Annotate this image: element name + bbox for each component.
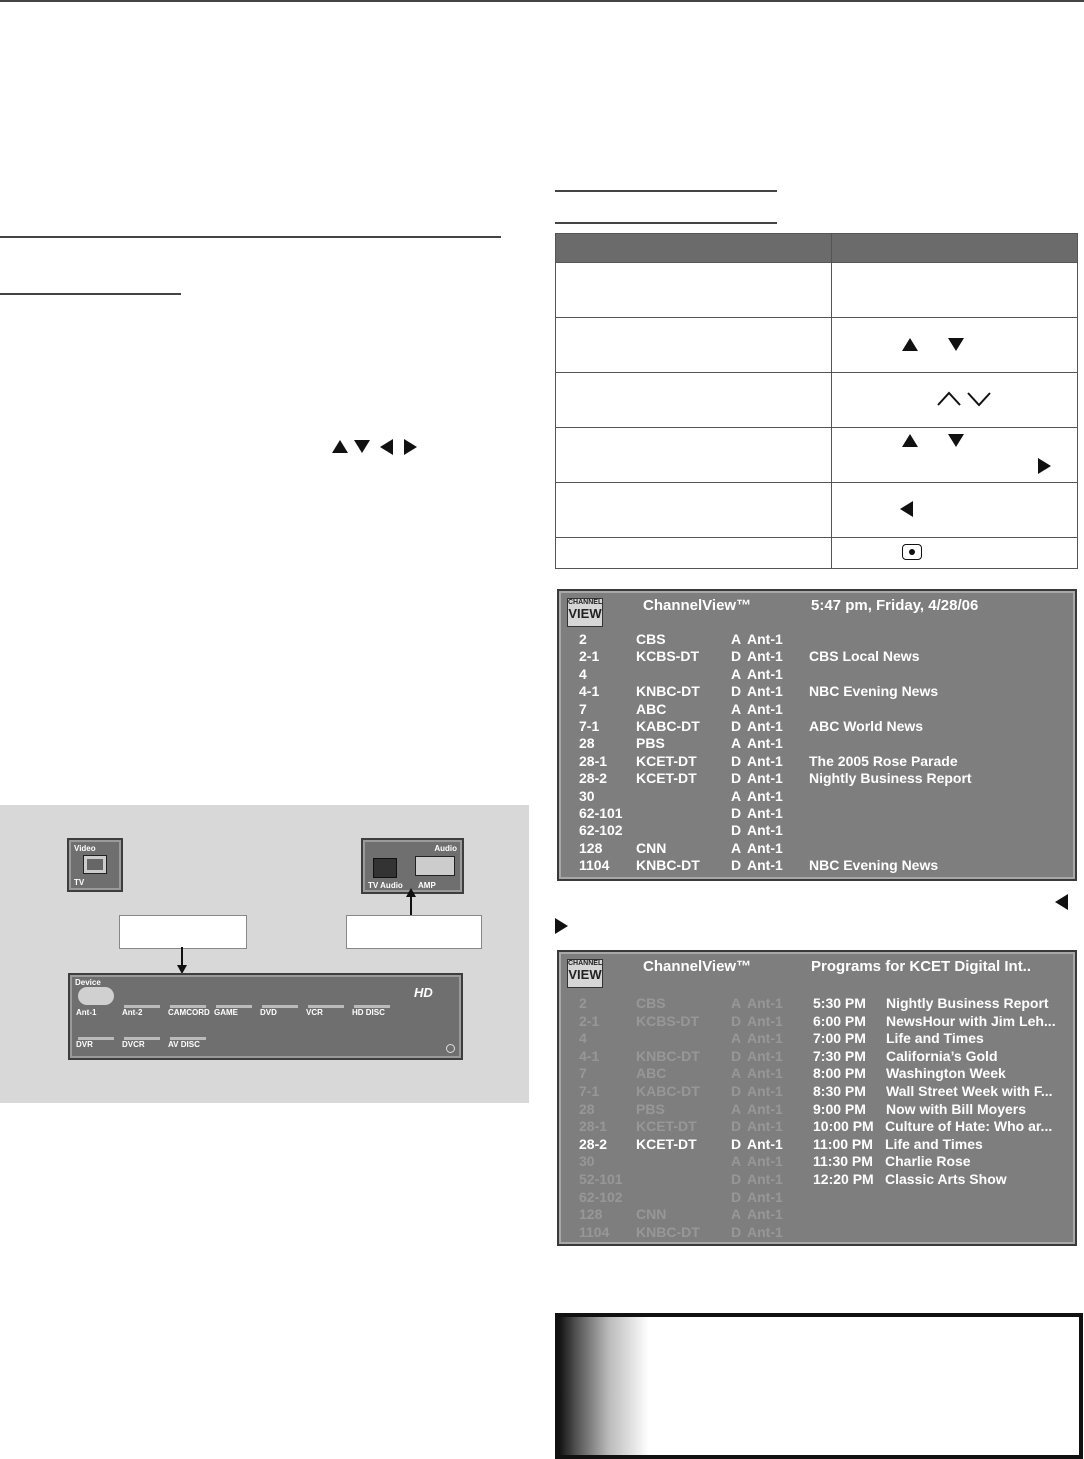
section-heading-rule bbox=[0, 236, 501, 238]
channel-type: A bbox=[731, 787, 742, 804]
channel-ant: Ant-1 bbox=[747, 1153, 783, 1170]
program-title: Washington Week bbox=[886, 1065, 1006, 1082]
channel-type: A bbox=[731, 1065, 742, 1082]
channel-type: A bbox=[731, 839, 742, 856]
channel-ant: Ant-1 bbox=[747, 1100, 783, 1117]
channel-ant: Ant-1 bbox=[747, 1083, 783, 1099]
note-box bbox=[555, 1313, 1083, 1459]
table-header-row bbox=[556, 234, 1078, 263]
table-cell bbox=[556, 318, 832, 373]
device-label: VCR bbox=[306, 1008, 323, 1017]
channel-ant: Ant-1 bbox=[747, 718, 783, 734]
program-title: Nightly Business Report bbox=[886, 995, 1049, 1011]
channel-ch: 1104 bbox=[579, 1223, 610, 1240]
table-header-cell bbox=[832, 234, 1078, 263]
channel-name: CBS bbox=[636, 995, 666, 1011]
channel-name: KCET-DT bbox=[636, 752, 697, 769]
program-time: 8:30 PM bbox=[813, 1083, 866, 1099]
device-icon bbox=[170, 1019, 206, 1040]
channel-type: A bbox=[731, 1153, 742, 1170]
device-icon bbox=[354, 987, 390, 1008]
program-time: 11:00 PM bbox=[813, 1135, 873, 1152]
device-window-header: Device bbox=[75, 978, 101, 987]
channel-type: A bbox=[731, 665, 742, 682]
channelview-logo: CHANNEL VIEW bbox=[567, 959, 603, 988]
channel-ant: Ant-1 bbox=[747, 770, 783, 787]
channel-prog: Nightly Business Report bbox=[809, 770, 972, 787]
table-row bbox=[556, 318, 1078, 373]
channel-ch: 2-1 bbox=[579, 648, 600, 665]
channel-type: D bbox=[731, 648, 742, 665]
amp-label: AMP bbox=[418, 881, 436, 890]
channel-type: A bbox=[731, 995, 742, 1011]
channel-type: D bbox=[731, 1188, 742, 1205]
channel-type: D bbox=[731, 752, 742, 769]
channel-type: D bbox=[731, 1012, 742, 1029]
channel-ch: 62-101 bbox=[579, 805, 623, 821]
device-icon bbox=[170, 987, 206, 1008]
down-arrow-icon bbox=[948, 338, 964, 351]
table-row bbox=[556, 483, 1078, 538]
program-time: 6:00 PM bbox=[813, 1012, 866, 1029]
channel-type: A bbox=[731, 1030, 742, 1047]
device-icon bbox=[216, 987, 252, 1008]
enter-button-icon bbox=[902, 544, 922, 560]
channel-type: A bbox=[731, 631, 742, 647]
channel-ant: Ant-1 bbox=[747, 1223, 783, 1240]
program-time: 10:00 PM bbox=[813, 1118, 874, 1135]
channel-ant: Ant-1 bbox=[747, 995, 783, 1011]
channel-prog: NBC Evening News bbox=[809, 857, 939, 874]
screen-title: ChannelView™ bbox=[643, 597, 752, 614]
table-row bbox=[556, 538, 1078, 569]
program-time: 5:30 PM bbox=[813, 995, 866, 1011]
channel-ant: Ant-1 bbox=[747, 1135, 783, 1152]
channel-ant: Ant-1 bbox=[747, 822, 783, 839]
table-row bbox=[556, 263, 1078, 318]
channel-name: KCET-DT bbox=[636, 1118, 697, 1135]
table-row bbox=[556, 373, 1078, 428]
screen-time: 5:47 pm, Friday, 4/28/06 bbox=[811, 597, 979, 614]
channel-ant: Ant-1 bbox=[747, 1171, 783, 1187]
key-function-table bbox=[555, 233, 1078, 569]
channel-name: KABC-DT bbox=[636, 718, 700, 734]
left-arrow-icon bbox=[1055, 894, 1068, 910]
channel-type: A bbox=[731, 735, 742, 752]
device-label: DVD bbox=[260, 1008, 277, 1017]
device-label: DVR bbox=[76, 1040, 93, 1049]
channel-ch: 62-102 bbox=[579, 1188, 623, 1205]
channel-type: D bbox=[731, 718, 742, 734]
program-title: Now with Bill Moyers bbox=[886, 1100, 1027, 1117]
up-arrow-icon bbox=[902, 434, 918, 447]
channel-ant: Ant-1 bbox=[747, 1118, 783, 1135]
channel-prog: NBC Evening News bbox=[809, 683, 939, 700]
program-time: 12:20 PM bbox=[813, 1171, 874, 1187]
table-cell bbox=[832, 428, 1078, 483]
channel-ant: Ant-1 bbox=[747, 787, 783, 804]
table-cell bbox=[832, 263, 1078, 318]
channel-ch: 62-102 bbox=[579, 822, 623, 839]
channel-type: D bbox=[731, 770, 742, 787]
left-arrow-icon bbox=[900, 501, 913, 517]
program-title: Life and Times bbox=[886, 1030, 984, 1047]
up-arrow-icon bbox=[332, 440, 348, 453]
channel-type: A bbox=[731, 1206, 742, 1223]
screen-subtitle: Programs for KCET Digital Int.. bbox=[811, 958, 1032, 975]
channel-name: ABC bbox=[636, 1065, 667, 1082]
program-title: NewsHour with Jim Leh... bbox=[886, 1012, 1056, 1029]
up-arrow-icon bbox=[902, 338, 918, 351]
channel-name: CBS bbox=[636, 631, 666, 647]
channel-type: D bbox=[731, 822, 742, 839]
channel-ant: Ant-1 bbox=[747, 1065, 783, 1082]
channel-ch: 4-1 bbox=[579, 1047, 600, 1064]
tv-audio-label: TV Audio bbox=[368, 881, 403, 890]
device-icon bbox=[124, 1019, 160, 1040]
channel-name: CNN bbox=[636, 1206, 667, 1223]
channel-name: KNBC-DT bbox=[636, 683, 700, 700]
channel-ant: Ant-1 bbox=[747, 735, 783, 752]
channel-ch: 7 bbox=[579, 700, 587, 717]
program-time: 11:30 PM bbox=[813, 1153, 873, 1170]
channel-ch: 7-1 bbox=[579, 1083, 600, 1099]
down-arrow-icon bbox=[354, 440, 370, 453]
channel-ch: 28-2 bbox=[579, 770, 608, 787]
channel-name: KNBC-DT bbox=[636, 1047, 700, 1064]
channel-ant: Ant-1 bbox=[747, 857, 783, 874]
video-window-header: Video bbox=[74, 844, 96, 853]
right-heading-rule-1 bbox=[555, 190, 777, 192]
device-icon bbox=[78, 1019, 114, 1040]
right-heading-rule-2 bbox=[555, 222, 777, 224]
channel-ch: 28-1 bbox=[579, 752, 608, 769]
channel-name: KCBS-DT bbox=[636, 1012, 699, 1029]
device-label: GAME bbox=[214, 1008, 238, 1017]
right-arrow-icon bbox=[404, 439, 417, 455]
device-icon bbox=[308, 987, 344, 1008]
table-cell bbox=[556, 373, 832, 428]
video-window-label: TV bbox=[74, 878, 85, 887]
channel-type: D bbox=[731, 857, 742, 874]
channel-ant: Ant-1 bbox=[747, 1030, 783, 1047]
channel-ch: 52-101 bbox=[579, 1171, 623, 1187]
device-icon bbox=[262, 987, 298, 1008]
subheading-rule bbox=[0, 293, 181, 295]
channel-ch: 4 bbox=[579, 1030, 587, 1047]
channel-ant: Ant-1 bbox=[747, 839, 783, 856]
channelview-logo: CHANNEL VIEW bbox=[567, 598, 603, 627]
channel-name: KNBC-DT bbox=[636, 857, 700, 874]
channel-type: A bbox=[731, 1100, 742, 1117]
program-time: 7:30 PM bbox=[813, 1047, 866, 1064]
table-cell bbox=[556, 483, 832, 538]
channel-ant: Ant-1 bbox=[747, 683, 783, 700]
settings-icon bbox=[446, 1044, 455, 1053]
program-time: 8:00 PM bbox=[813, 1065, 866, 1082]
table-cell bbox=[556, 428, 832, 483]
device-label: DVCR bbox=[122, 1040, 145, 1049]
program-title: Classic Arts Show bbox=[885, 1171, 1007, 1187]
table-cell bbox=[832, 483, 1078, 538]
channel-type: D bbox=[731, 683, 742, 700]
channel-ch: 1104 bbox=[579, 857, 610, 874]
program-title: California’s Gold bbox=[886, 1047, 998, 1064]
channel-ch: 2-1 bbox=[579, 1012, 600, 1029]
channel-ch: 28-2 bbox=[579, 1135, 608, 1152]
channel-ant: Ant-1 bbox=[747, 805, 783, 821]
program-time: 9:00 PM bbox=[813, 1100, 866, 1117]
channel-prog: ABC World News bbox=[809, 718, 924, 734]
channel-ant: Ant-1 bbox=[747, 1047, 783, 1064]
down-arrow-icon bbox=[948, 434, 964, 447]
table-header-cell bbox=[556, 234, 832, 263]
device-window bbox=[68, 973, 463, 1060]
channel-ch: 28 bbox=[579, 735, 595, 752]
hd-logo: HD bbox=[414, 985, 433, 1000]
channel-ant: Ant-1 bbox=[747, 752, 783, 769]
channel-name: KCET-DT bbox=[636, 770, 697, 787]
table-cell bbox=[832, 373, 1078, 428]
channel-ch: 128 bbox=[579, 839, 603, 856]
chevron-up-down-icon bbox=[936, 389, 992, 409]
channel-ch: 28 bbox=[579, 1100, 595, 1117]
channel-ant: Ant-1 bbox=[747, 631, 783, 647]
channel-ch: 2 bbox=[579, 631, 587, 647]
channel-name: KCET-DT bbox=[636, 1135, 697, 1152]
right-arrow-icon bbox=[1038, 458, 1051, 474]
page-top-rule bbox=[0, 0, 1084, 2]
channel-name: KNBC-DT bbox=[636, 1223, 700, 1240]
device-label: CAMCORD bbox=[168, 1008, 210, 1017]
channel-name: CNN bbox=[636, 839, 667, 856]
program-title: Life and Times bbox=[885, 1135, 983, 1152]
channel-ch: 4-1 bbox=[579, 683, 600, 700]
audio-window-header: Audio bbox=[434, 844, 457, 853]
screen-title: ChannelView™ bbox=[643, 958, 752, 975]
channel-ch: 128 bbox=[579, 1206, 603, 1223]
channel-ch: 4 bbox=[579, 665, 587, 682]
channel-type: D bbox=[731, 1118, 742, 1135]
channel-ant: Ant-1 bbox=[747, 665, 783, 682]
channel-type: D bbox=[731, 805, 742, 821]
channel-name: KCBS-DT bbox=[636, 648, 699, 665]
channel-name: PBS bbox=[636, 1100, 665, 1117]
channel-ch: 7-1 bbox=[579, 718, 600, 734]
channel-name: KABC-DT bbox=[636, 1083, 700, 1099]
left-arrow-icon bbox=[380, 439, 393, 455]
arrow-keys-glyphs bbox=[332, 437, 422, 457]
device-label: Ant-2 bbox=[122, 1008, 143, 1017]
channel-ch: 28-1 bbox=[579, 1118, 608, 1135]
channelview-list-screen bbox=[557, 589, 1077, 881]
channel-ch: 30 bbox=[579, 1153, 595, 1170]
table-cell bbox=[556, 538, 832, 569]
channel-ch: 2 bbox=[579, 995, 587, 1011]
device-label: AV DISC bbox=[168, 1040, 200, 1049]
channel-prog: The 2005 Rose Parade bbox=[809, 752, 958, 769]
device-label: HD DISC bbox=[352, 1008, 385, 1017]
device-label: Ant-1 bbox=[76, 1008, 97, 1017]
channel-type: D bbox=[731, 1047, 742, 1064]
program-title: Culture of Hate: Who ar... bbox=[885, 1118, 1053, 1135]
program-title: Wall Street Week with F... bbox=[886, 1083, 1053, 1099]
device-selection-illustration bbox=[0, 805, 529, 1103]
right-arrow-icon bbox=[555, 918, 568, 934]
table-row bbox=[556, 428, 1078, 483]
channel-type: D bbox=[731, 1135, 742, 1152]
program-title: Charlie Rose bbox=[885, 1153, 971, 1170]
table-cell bbox=[832, 538, 1078, 569]
channel-name: ABC bbox=[636, 700, 667, 717]
channel-ant: Ant-1 bbox=[747, 1206, 783, 1223]
channel-ant: Ant-1 bbox=[747, 700, 783, 717]
channelview-programs-screen bbox=[557, 950, 1077, 1246]
channel-prog: CBS Local News bbox=[809, 648, 920, 665]
channel-ch: 7 bbox=[579, 1065, 587, 1082]
channel-type: D bbox=[731, 1171, 742, 1187]
table-cell bbox=[556, 263, 832, 318]
device-icon bbox=[78, 987, 114, 1005]
channel-type: A bbox=[731, 700, 742, 717]
channel-name: PBS bbox=[636, 735, 665, 752]
channel-type: D bbox=[731, 1083, 742, 1099]
channel-ant: Ant-1 bbox=[747, 1012, 783, 1029]
channel-ch: 30 bbox=[579, 787, 595, 804]
channel-ant: Ant-1 bbox=[747, 1188, 783, 1205]
device-icon bbox=[124, 987, 160, 1008]
channel-type: D bbox=[731, 1223, 742, 1240]
channel-ant: Ant-1 bbox=[747, 648, 783, 665]
program-time: 7:00 PM bbox=[813, 1030, 866, 1047]
table-cell bbox=[832, 318, 1078, 373]
